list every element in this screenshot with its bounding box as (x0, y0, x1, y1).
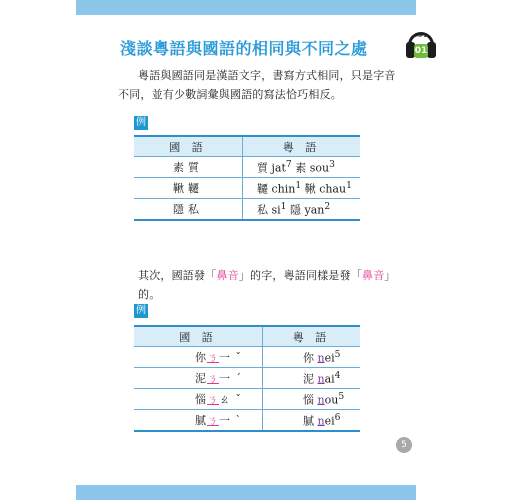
table-header-row (134, 326, 360, 347)
table-row (134, 157, 360, 178)
example-tag: 例 (136, 117, 146, 128)
mandarin-word: 鞦韆 (134, 178, 243, 199)
bottom-color-bar (76, 485, 416, 500)
intro-line-2: 不同，並有少數詞彙與國語的寫法恰巧相反。 (118, 88, 342, 101)
intro-paragraph (118, 66, 418, 104)
vocab-table-reversed-words (134, 135, 360, 221)
cantonese-word: 私 $si^1$ 隱 yan$^2$ (243, 199, 361, 221)
audio-track-badge[interactable] (405, 30, 437, 62)
mandarin-bopomofo: 惱ㄋㄠ ˇ (134, 389, 263, 410)
mandarin-bopomofo: 膩ㄋ一 ˋ (134, 410, 263, 432)
intro-line-1: 粵語與國語同是漢語文字，書寫方式相同，只是字音 (138, 69, 396, 82)
table-row (134, 389, 360, 410)
nasal-highlight: 鼻音 (216, 269, 239, 282)
column-header-mandarin: 國 語 (134, 326, 263, 347)
nasal-paragraph: 其次，國語發「鼻音」的字，粵語同樣是發「鼻音」的。 (138, 269, 396, 301)
page-number: 5 (396, 437, 412, 453)
cantonese-word: 韆 chin$^1$ 鞦 chau$^1$ (243, 178, 361, 199)
mandarin-bopomofo: 泥ㄋ一 ˊ (134, 368, 263, 389)
cantonese-word: 質 jat$^7$ 素 sou$^3$ (243, 157, 361, 178)
table-row (134, 199, 360, 221)
column-header-mandarin: 國 語 (134, 136, 243, 157)
table-header-row (134, 136, 360, 157)
table-row (134, 178, 360, 199)
column-header-cantonese: 粵 語 (243, 136, 361, 157)
cantonese-jyutping: 惱 nou$^5$ (263, 389, 361, 410)
audio-track-number: 01 (414, 46, 428, 56)
table-row (134, 347, 360, 368)
cantonese-jyutping: 泥 nai$^4$ (263, 368, 361, 389)
audio-label: MP3 (414, 33, 428, 39)
mandarin-bopomofo: 你ㄋ一 ˇ (134, 347, 263, 368)
cantonese-jyutping: 膩 nei$^6$ (263, 410, 361, 432)
table-row (134, 368, 360, 389)
column-header-cantonese: 粵 語 (263, 326, 361, 347)
mandarin-word: 隱私 (134, 199, 243, 221)
vocab-table-nasal-sounds (134, 325, 360, 432)
cantonese-jyutping: 你 nei$^5$ (263, 347, 361, 368)
table-row (134, 410, 360, 432)
top-color-bar (76, 0, 416, 15)
page-title: 淺談粵語與國語的相同與不同之處 (120, 39, 368, 58)
nasal-highlight: 鼻音 (362, 269, 385, 282)
example-tag: 例 (136, 305, 146, 316)
mandarin-word: 素質 (134, 157, 243, 178)
